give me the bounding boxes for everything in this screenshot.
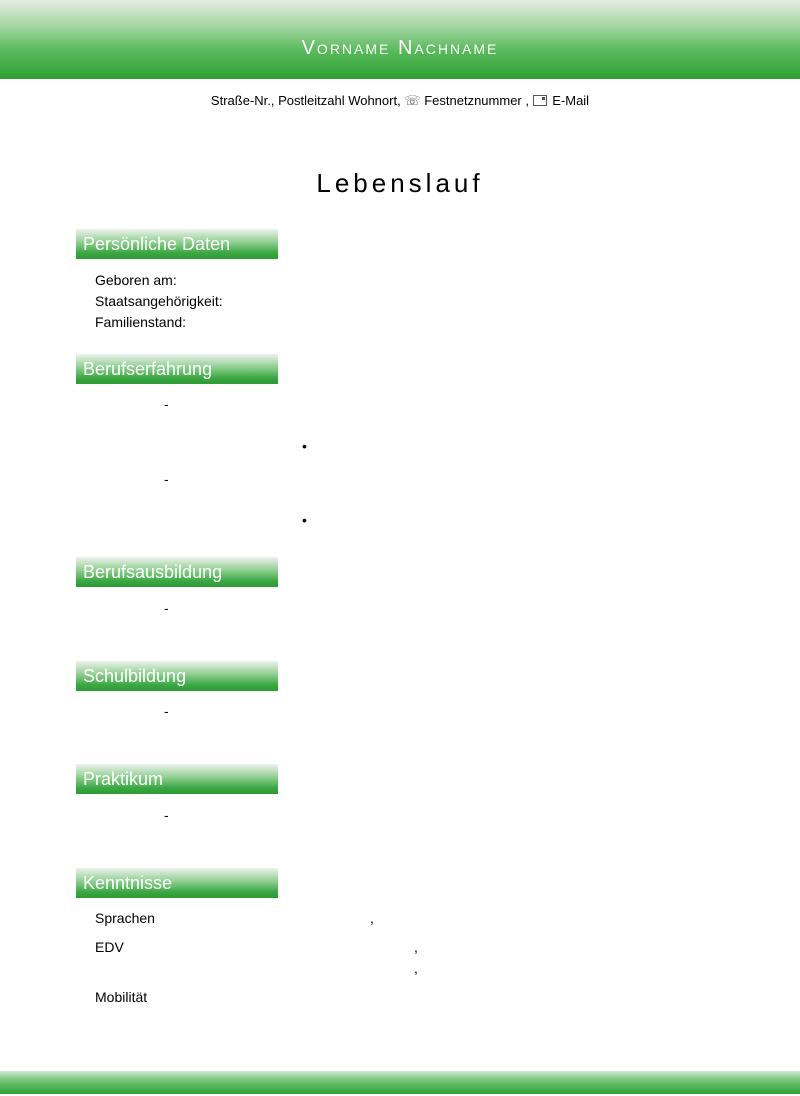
address-text: Straße-Nr., Postleitzahl Wohnort, — [210, 93, 401, 108]
experience-bullet-1: • — [302, 438, 307, 454]
section-header-school: Schulbildung — [76, 661, 278, 691]
section-header-personal: Persönliche Daten — [76, 229, 278, 259]
phone-text: Festnetznummer , — [424, 93, 529, 108]
label-languages: Sprachen — [95, 910, 155, 926]
training-date-dash: - — [164, 600, 169, 616]
internship-date-dash: - — [164, 807, 169, 823]
section-header-internship: Praktikum — [76, 764, 278, 794]
section-header-experience: Berufserfahrung — [76, 354, 278, 384]
applicant-name: Vorname Nachname — [301, 37, 499, 59]
label-it: EDV — [95, 939, 124, 955]
header-band — [0, 0, 800, 79]
section-header-skills: Kenntnisse — [76, 868, 278, 898]
contact-line — [0, 93, 800, 109]
experience-bullet-2: • — [302, 512, 307, 528]
school-date-dash: - — [164, 703, 169, 719]
label-mobility: Mobilität — [95, 989, 148, 1005]
label-marital-status: Familienstand: — [95, 314, 187, 330]
label-birthdate: Geboren am: — [95, 272, 177, 288]
it-comma-2: , — [414, 960, 418, 976]
section-header-training: Berufsausbildung — [76, 557, 278, 587]
footer-band — [0, 1071, 800, 1094]
experience-date-dash-2: - — [164, 471, 169, 487]
it-comma-1: , — [414, 939, 418, 955]
email-text: E-Mail — [552, 93, 590, 108]
telephone-icon: ☏ — [404, 93, 421, 108]
label-nationality: Staatsangehörigkeit: — [95, 293, 223, 309]
envelope-icon — [533, 95, 547, 106]
experience-date-dash-1: - — [164, 396, 169, 412]
document-title: Lebenslauf — [316, 168, 484, 198]
languages-comma: , — [370, 910, 374, 926]
